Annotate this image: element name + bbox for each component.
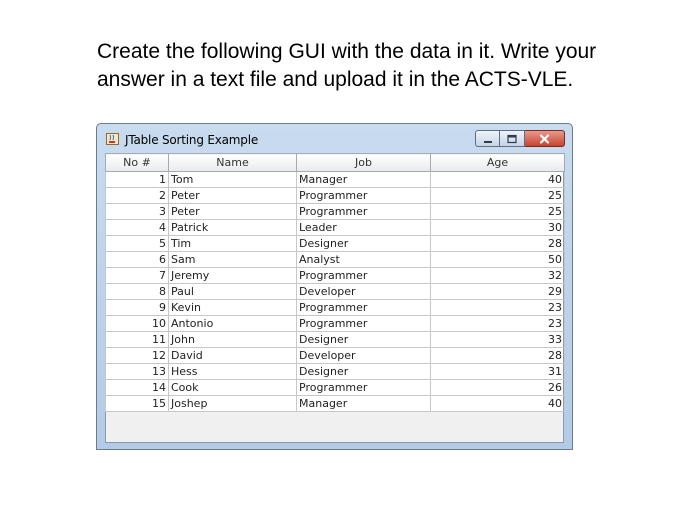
cell-name[interactable]: Joshep: [169, 396, 297, 412]
cell-job[interactable]: Programmer: [297, 300, 431, 316]
cell-no[interactable]: 15: [106, 396, 169, 412]
cell-name[interactable]: Paul: [169, 284, 297, 300]
table-row[interactable]: [106, 236, 565, 252]
cell-name[interactable]: Cook: [169, 380, 297, 396]
cell-job[interactable]: Developer: [297, 348, 431, 364]
window-title: JTable Sorting Example: [125, 133, 259, 147]
cell-job[interactable]: Programmer: [297, 188, 431, 204]
cell-no[interactable]: 5: [106, 236, 169, 252]
cell-age[interactable]: 28: [431, 236, 565, 252]
maximize-icon: [500, 131, 525, 148]
cell-name[interactable]: David: [169, 348, 297, 364]
cell-no[interactable]: 8: [106, 284, 169, 300]
cell-job[interactable]: Programmer: [297, 380, 431, 396]
cell-age[interactable]: 23: [431, 300, 565, 316]
column-header-job[interactable]: Job: [297, 154, 431, 172]
cell-no[interactable]: 1: [106, 172, 169, 188]
table-row[interactable]: [106, 220, 565, 236]
cell-no[interactable]: 7: [106, 268, 169, 284]
cell-job[interactable]: Programmer: [297, 204, 431, 220]
cell-name[interactable]: Tim: [169, 236, 297, 252]
instruction-line-2: answer in a text file and upload it in the ACTS-VLE.: [97, 68, 574, 91]
cell-no[interactable]: 11: [106, 332, 169, 348]
table-row[interactable]: [106, 284, 565, 300]
table-row[interactable]: [106, 204, 565, 220]
cell-job[interactable]: Programmer: [297, 316, 431, 332]
column-header-name[interactable]: Name: [169, 154, 297, 172]
cell-name[interactable]: Patrick: [169, 220, 297, 236]
cell-age[interactable]: 50: [431, 252, 565, 268]
cell-no[interactable]: 6: [106, 252, 169, 268]
table-row[interactable]: [106, 364, 565, 380]
window-controls: [475, 130, 565, 147]
cell-no[interactable]: 12: [106, 348, 169, 364]
cell-name[interactable]: Kevin: [169, 300, 297, 316]
cell-no[interactable]: 10: [106, 316, 169, 332]
table-empty-area: [106, 411, 563, 442]
table-row[interactable]: [106, 300, 565, 316]
cell-name[interactable]: Sam: [169, 252, 297, 268]
table-body: [106, 172, 565, 412]
cell-job[interactable]: Analyst: [297, 252, 431, 268]
maximize-button[interactable]: [500, 130, 525, 147]
cell-job[interactable]: Leader: [297, 220, 431, 236]
cell-age[interactable]: 31: [431, 364, 565, 380]
cell-age[interactable]: 32: [431, 268, 565, 284]
cell-no[interactable]: 14: [106, 380, 169, 396]
window-titlebar[interactable]: [97, 124, 572, 150]
cell-name[interactable]: John: [169, 332, 297, 348]
cell-job[interactable]: Programmer: [297, 268, 431, 284]
cell-age[interactable]: 28: [431, 348, 565, 364]
table-row[interactable]: [106, 188, 565, 204]
cell-age[interactable]: 40: [431, 396, 565, 412]
cell-name[interactable]: Antonio: [169, 316, 297, 332]
cell-no[interactable]: 13: [106, 364, 169, 380]
cell-name[interactable]: Tom: [169, 172, 297, 188]
jtable-window: [96, 123, 573, 450]
cell-job[interactable]: Manager: [297, 396, 431, 412]
cell-age[interactable]: 29: [431, 284, 565, 300]
column-header-no[interactable]: No #: [106, 154, 169, 172]
cell-job[interactable]: Designer: [297, 236, 431, 252]
close-button[interactable]: [525, 130, 565, 147]
cell-age[interactable]: 40: [431, 172, 565, 188]
minimize-button[interactable]: [475, 130, 500, 147]
table-row[interactable]: [106, 348, 565, 364]
table-row[interactable]: [106, 316, 565, 332]
instruction-text: [97, 38, 687, 94]
cell-age[interactable]: 33: [431, 332, 565, 348]
cell-name[interactable]: Jeremy: [169, 268, 297, 284]
minimize-icon: [476, 131, 501, 148]
close-icon: [525, 131, 565, 148]
table-row[interactable]: [106, 380, 565, 396]
cell-no[interactable]: 2: [106, 188, 169, 204]
cell-no[interactable]: 4: [106, 220, 169, 236]
cell-job[interactable]: Manager: [297, 172, 431, 188]
cell-no[interactable]: 9: [106, 300, 169, 316]
cell-age[interactable]: 25: [431, 204, 565, 220]
cell-name[interactable]: Peter: [169, 188, 297, 204]
cell-age[interactable]: 23: [431, 316, 565, 332]
data-table[interactable]: [105, 153, 565, 412]
table-row[interactable]: [106, 396, 565, 412]
cell-name[interactable]: Peter: [169, 204, 297, 220]
table-header-row: [106, 154, 565, 172]
cell-name[interactable]: Hess: [169, 364, 297, 380]
cell-job[interactable]: Developer: [297, 284, 431, 300]
cell-no[interactable]: 3: [106, 204, 169, 220]
cell-age[interactable]: 25: [431, 188, 565, 204]
table-row[interactable]: [106, 172, 565, 188]
table-row[interactable]: [106, 332, 565, 348]
cell-age[interactable]: 26: [431, 380, 565, 396]
cell-job[interactable]: Designer: [297, 364, 431, 380]
table-row[interactable]: [106, 268, 565, 284]
instruction-line-1: Create the following GUI with the data in it. Write your: [97, 40, 597, 63]
column-header-age[interactable]: Age: [431, 154, 565, 172]
cell-job[interactable]: Designer: [297, 332, 431, 348]
cell-age[interactable]: 30: [431, 220, 565, 236]
table-scroll-pane[interactable]: [105, 153, 564, 443]
java-cup-icon[interactable]: [106, 132, 119, 144]
table-row[interactable]: [106, 252, 565, 268]
